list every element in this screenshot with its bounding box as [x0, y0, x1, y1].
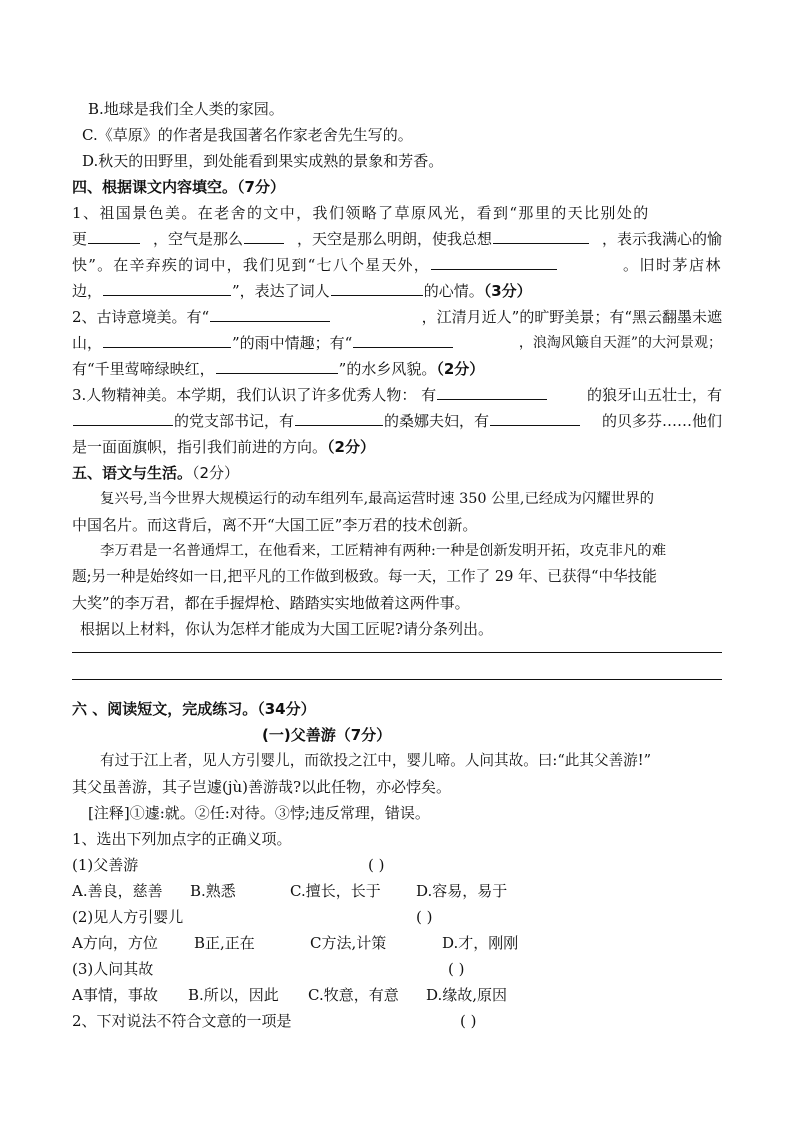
section-6-heading: [72, 696, 722, 722]
option: D.才，刚刚: [442, 934, 519, 952]
passage-line-2: 其父虽善游，其子岂遽(jù)善游哉?以此任物，亦必悖矣。: [72, 778, 452, 796]
exam-page: [72, 96, 722, 1034]
s5-p2-line2: 题;另一种是始终如一日,把平凡的工作做到极致。每一天，工作了 29 年、已获得“中华技能: [72, 568, 657, 585]
answer-lines[interactable]: [72, 642, 722, 696]
section-6-title: 六 、阅读短文，完成练习。: [72, 700, 258, 718]
s6-q1: 1、选出下列加点字的正确义项。: [72, 830, 292, 848]
s5-p2-line3: 大奖”的李万君，都在手握焊枪、踏踏实实地做着这两件事。: [72, 594, 470, 612]
option: C.擅长，长于: [290, 882, 381, 900]
s5-p1-line1: 复兴号,当今世界大规模运行的动车组列车,最高运营时速 350 公里,已经成为闪耀世界的: [100, 491, 655, 507]
option: B.熟悉: [190, 882, 236, 900]
blank-6[interactable]: [331, 279, 423, 296]
blank-8[interactable]: [103, 331, 231, 348]
answer-paren-3[interactable]: ( ): [448, 960, 465, 978]
s6-q1-options3: [72, 982, 722, 1008]
s4-q1-line3: 快”。在辛弃疾的词中，我们见到“七八个星天外， 。旧时茅店林: [72, 252, 722, 278]
answer-line-1[interactable]: [72, 652, 722, 653]
blank-5[interactable]: [103, 279, 231, 296]
blank-14[interactable]: [490, 409, 580, 426]
blank-11[interactable]: [437, 383, 547, 400]
option: A.善良，慈善: [72, 882, 163, 900]
blank-1[interactable]: [88, 227, 140, 244]
section-4-score: （7分）: [237, 178, 285, 196]
s4-q1-line1: 1、祖国景色美。在老舍的文中，我们领略了草原风光，看到“那里的天比别处的: [72, 204, 650, 222]
passage-notes: [注释]①遽:就。②任:对待。③悖;违反常理，错误。: [88, 804, 430, 822]
blank-10[interactable]: [216, 357, 338, 374]
option-c: C.《草原》的作者是我国著名作家老舍先生写的。: [82, 126, 413, 144]
s6-q2: 2、下对说法不符合文意的一项是 ( ): [72, 1008, 722, 1034]
s4-q1-line4: 边， ”，表达了词人 的心情。（3分）: [72, 278, 722, 304]
blank-9[interactable]: [353, 331, 453, 348]
section-4-heading: [72, 174, 722, 200]
option: A方向，方位: [72, 934, 158, 952]
option: D.容易，易于: [416, 882, 508, 900]
s5-p1-line2: 中国名片。而这背后，离不开“大国工匠”李万君的技术创新。: [72, 516, 478, 534]
answer-paren-2[interactable]: ( ): [416, 908, 433, 926]
option: C.牧意，有意: [308, 986, 399, 1004]
s4-q2-line2: 山， ”的雨中情趣；有“ ，浪淘风簸自天涯”的大河景观；: [72, 330, 722, 356]
passage-title: (一)父善游（7分）: [262, 726, 392, 744]
option: B正,正在: [194, 934, 255, 952]
blank-13[interactable]: [295, 409, 383, 426]
blank-2[interactable]: [244, 227, 284, 244]
s6-q1-item2: (2)见人方引婴儿 ( ): [72, 904, 722, 930]
section-5-title: 五、语文与生活。: [72, 464, 193, 482]
s6-q1-item3: (3)人问其故 ( ): [72, 956, 722, 982]
s5-question: 根据以上材料，你认为怎样才能成为大国工匠呢?请分条列出。: [80, 620, 494, 638]
answer-paren-1[interactable]: ( ): [368, 856, 385, 874]
passage-line-1: 有过于江上者，见人方引婴儿，而欲投之江中，婴儿啼。人问其故。曰:“此其父善游!”: [100, 752, 652, 769]
s6-q1-options2: [72, 930, 722, 956]
section-4-title: 四、根据课文内容填空。: [72, 178, 238, 196]
blank-4[interactable]: [431, 253, 557, 270]
option-d: D.秋天的田野里，到处能看到果实成熟的景象和芳香。: [82, 152, 444, 170]
s4-q3-line1: 3.人物精神美。本学期，我们认识了许多优秀人物： 有 的狼牙山五壮士，有: [72, 382, 722, 408]
section-6-score: （34分）: [257, 700, 316, 718]
s4-q3-line3: 是一面面旗帜，指引我们前进的方向。（2分）: [72, 438, 375, 456]
answer-line-2[interactable]: [72, 679, 722, 680]
blank-12[interactable]: [73, 409, 173, 426]
blank-3[interactable]: [493, 227, 589, 244]
s4-q1-line2: 更 ，空气是那么 ，天空是那么明朗，使我总想 ，表示我满心的愉: [72, 226, 722, 252]
section-5-heading: [72, 460, 722, 486]
s5-p2-line1: 李万君是一名普通焊工，在他看来，工匠精神有两种:一种是创新发明开拓，攻克非凡的难: [100, 543, 667, 559]
option: D.缘故,原因: [426, 986, 508, 1004]
option: A事情，事故: [72, 986, 158, 1004]
blank-7[interactable]: [210, 305, 330, 322]
option-b: B.地球是我们全人类的家园。: [88, 100, 284, 118]
option: B.所以，因此: [188, 986, 279, 1004]
s6-q1-options1: [72, 878, 722, 904]
section-5-score: （2分）: [192, 464, 240, 482]
s4-q3-line2: 的党支部书记，有 的桑娜夫妇，有 的贝多芬……他们: [72, 408, 722, 434]
s4-q2-line1: 2、古诗意境美。有“ ，江清月近人”的旷野美景；有“黑云翻墨未遮: [72, 304, 722, 330]
s6-q1-item1: (1)父善游 ( ): [72, 852, 722, 878]
option: C方法,计策: [310, 934, 387, 952]
answer-paren-4[interactable]: ( ): [460, 1012, 477, 1030]
s4-q2-line3: 有“千里莺啼绿映红， ”的水乡风貌。（2分）: [72, 356, 722, 382]
